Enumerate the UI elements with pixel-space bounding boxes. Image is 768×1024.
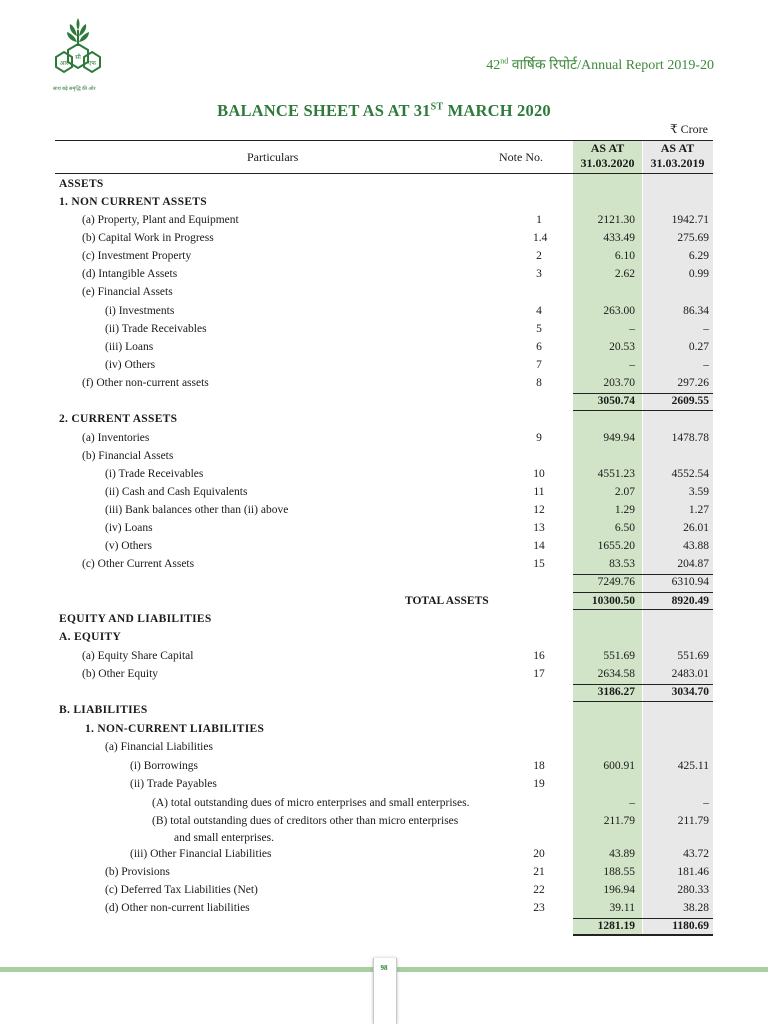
table-row: [55, 484, 713, 502]
table-row: [55, 739, 713, 757]
row-label: (i) Investments: [105, 305, 175, 317]
note-number: 15: [533, 558, 545, 570]
table-row: [55, 882, 713, 900]
rcf-logo: [52, 16, 104, 94]
row-label: A. EQUITY: [59, 631, 122, 643]
table-row: [55, 648, 713, 666]
table-row: [55, 611, 713, 629]
value-2019: 3034.70: [671, 686, 709, 698]
table-row: [55, 556, 713, 574]
note-number: 22: [533, 884, 545, 896]
value-2019: 26.01: [683, 522, 709, 534]
row-label: 1. NON CURRENT ASSETS: [59, 196, 207, 208]
row-label: (B) total outstanding dues of creditors other than micro enterprises: [152, 815, 459, 827]
particulars-header: Particulars: [247, 150, 299, 164]
currency-unit: ₹ Crore: [670, 122, 708, 136]
table-row: [55, 339, 713, 357]
logo-letter: एफ: [88, 60, 96, 67]
value-2020: –: [629, 797, 635, 809]
row-label: (ii) Trade Payables: [130, 778, 217, 790]
value-2020: 600.91: [603, 760, 635, 772]
table-row: [55, 266, 713, 284]
header-bottom-rule: [55, 173, 713, 174]
row-label: (c) Deferred Tax Liabilities (Net): [105, 884, 258, 896]
value-2019: 86.34: [683, 305, 709, 317]
value-2020: 2.62: [614, 268, 635, 280]
value-2020: 263.00: [603, 305, 635, 317]
value-2019: 297.26: [677, 377, 709, 389]
note-number: 21: [533, 866, 545, 878]
table-row: [55, 448, 713, 466]
value-2019: –: [703, 323, 709, 335]
page-title: BALANCE SHEET AS AT 31ST MARCH 2020: [217, 101, 551, 120]
note-number: 5: [536, 323, 542, 335]
table-row: [55, 574, 713, 592]
subtotal-rule: [573, 934, 713, 936]
value-2020: 1.29: [614, 504, 635, 516]
value-2019: 1180.69: [672, 920, 709, 932]
table-row: [55, 900, 713, 918]
value-2020: 2634.58: [597, 668, 635, 680]
value-2019: 3.59: [688, 486, 709, 498]
table-row: [55, 375, 713, 393]
note-number: 20: [533, 848, 545, 860]
value-2020: 433.49: [603, 232, 635, 244]
value-2019: 2609.55: [671, 395, 709, 407]
note-number: 2: [536, 250, 542, 262]
row-label: (a) Equity Share Capital: [82, 650, 194, 662]
logo-tagline: साथ बढ़े समृद्धि की ओर: [53, 87, 96, 92]
table-row: [55, 795, 713, 813]
row-label: (b) Capital Work in Progress: [82, 232, 214, 244]
row-label: (d) Other non-current liabilities: [105, 902, 250, 914]
value-2020: 3186.27: [597, 686, 635, 698]
table-row: [55, 520, 713, 538]
value-2020: 1281.19: [597, 920, 635, 932]
value-2020: 188.55: [603, 866, 635, 878]
note-number: 7: [536, 359, 542, 371]
value-2019: 1942.71: [671, 214, 709, 226]
value-2019: 551.69: [677, 650, 709, 662]
report-number-suffix: nd: [500, 56, 509, 66]
value-2019: 6310.94: [671, 576, 709, 588]
col-2019-header: AS AT 31.03.2019: [650, 141, 705, 170]
value-2020: 949.94: [603, 432, 635, 444]
row-label: (iv) Loans: [105, 522, 153, 534]
value-2019: 204.87: [677, 558, 709, 570]
note-number: 8: [536, 377, 542, 389]
table-row: [55, 684, 713, 702]
table-row: [55, 303, 713, 321]
report-number: 42: [486, 58, 501, 73]
table-row: [55, 502, 713, 520]
value-2020: 6.50: [614, 522, 635, 534]
value-2020: –: [629, 359, 635, 371]
table-row: [55, 758, 713, 776]
table-row: [55, 393, 713, 411]
value-2020: 196.94: [603, 884, 635, 896]
value-2020: 1655.20: [597, 540, 635, 552]
value-2019: 43.72: [683, 848, 709, 860]
table-row: [55, 411, 713, 429]
row-label: (a) Financial Liabilities: [105, 741, 213, 753]
value-2019: 280.33: [677, 884, 709, 896]
value-2019: 38.28: [683, 902, 709, 914]
note-number: 3: [536, 268, 542, 280]
logo-letter: आर: [59, 60, 69, 67]
row-label: (i) Borrowings: [130, 760, 199, 772]
row-label: (i) Trade Receivables: [105, 468, 204, 480]
value-2019: 1478.78: [671, 432, 709, 444]
table-row: [55, 430, 713, 448]
value-2019: 8920.49: [671, 595, 709, 607]
value-2019: –: [703, 359, 709, 371]
row-label: (iii) Loans: [105, 341, 154, 353]
value-2020: 6.10: [614, 250, 635, 262]
subtotal-rule: [573, 918, 713, 919]
row-label: 1. NON-CURRENT LIABILITIES: [85, 723, 265, 735]
row-label: B. LIABILITIES: [59, 704, 148, 716]
page-number: 98: [380, 964, 388, 972]
value-2019: 6.29: [688, 250, 709, 262]
table-row: [55, 357, 713, 375]
row-label: (b) Provisions: [105, 866, 170, 878]
row-label: (ii) Trade Receivables: [105, 323, 207, 335]
note-number: 11: [533, 486, 545, 498]
value-2020: 203.70: [603, 377, 635, 389]
row-label: EQUITY AND LIABILITIES: [59, 613, 212, 625]
subtotal-rule: [573, 684, 713, 685]
row-label: (b) Financial Assets: [82, 450, 174, 462]
row-label: (a) Property, Plant and Equipment: [82, 214, 239, 226]
value-2020: 39.11: [609, 902, 635, 914]
row-label: (a) Inventories: [82, 432, 150, 444]
value-2019: 4552.54: [671, 468, 709, 480]
row-label: TOTAL ASSETS: [405, 595, 489, 607]
note-number: 1.4: [533, 232, 548, 244]
table-row: [55, 629, 713, 647]
table-row: [55, 466, 713, 484]
note-number: 16: [533, 650, 545, 662]
row-label: (A) total outstanding dues of micro enterprises and small enterprises.: [152, 797, 470, 809]
note-number: 23: [533, 902, 545, 914]
value-2019: 2483.01: [671, 668, 709, 680]
value-2020: –: [629, 323, 635, 335]
row-label: (iii) Other Financial Liabilities: [130, 848, 272, 860]
value-2019: –: [703, 797, 709, 809]
value-2019: 43.88: [683, 540, 709, 552]
row-label: (c) Investment Property: [82, 250, 192, 262]
table-row: [55, 666, 713, 684]
value-2020: 20.53: [609, 341, 635, 353]
value-2020: 43.89: [609, 848, 635, 860]
logo-letter: सी: [75, 54, 81, 61]
subtotal-rule: [573, 592, 713, 593]
subtotal-rule: [573, 410, 713, 411]
value-2019: 275.69: [677, 232, 709, 244]
note-number: 1: [536, 214, 542, 226]
table-row: [55, 721, 713, 739]
row-label: (ii) Cash and Cash Equivalents: [105, 486, 248, 498]
row-label: 2. CURRENT ASSETS: [59, 413, 178, 425]
report-label: वार्षिक रिपोर्ट/Annual Report 2019-20: [508, 58, 714, 73]
value-2019: 181.46: [677, 866, 709, 878]
subtotal-rule: [573, 393, 713, 394]
value-2020: 10300.50: [591, 595, 635, 607]
subtotal-rule: [573, 609, 713, 610]
table-row: [55, 321, 713, 339]
col-2020-header: AS AT 31.03.2020: [580, 141, 635, 170]
row-label: (f) Other non-current assets: [82, 377, 209, 389]
table-row: [55, 846, 713, 864]
note-number: 10: [533, 468, 545, 480]
row-label: (iv) Others: [105, 359, 156, 371]
note-number: 17: [533, 668, 545, 680]
value-2019: 425.11: [677, 760, 709, 772]
value-2020: 551.69: [603, 650, 635, 662]
row-label: and small enterprises.: [174, 832, 274, 844]
table-row: [55, 813, 713, 831]
row-label: (d) Intangible Assets: [82, 268, 178, 280]
value-2020: 83.53: [609, 558, 635, 570]
value-2019: 0.99: [688, 268, 709, 280]
value-2020: 7249.76: [597, 576, 635, 588]
note-number: 13: [533, 522, 545, 534]
value-2019: 1.27: [688, 504, 709, 516]
table-row: [55, 248, 713, 266]
value-2019: 211.79: [677, 815, 709, 827]
note-header: Note No.: [499, 150, 543, 164]
note-number: 12: [533, 504, 545, 516]
table-row: [55, 776, 713, 794]
note-number: 18: [533, 760, 545, 772]
value-2020: 2.07: [614, 486, 635, 498]
table-row: [55, 864, 713, 882]
value-2020: 3050.74: [597, 395, 635, 407]
table-row: [55, 176, 713, 194]
note-number: 9: [536, 432, 542, 444]
row-label: (v) Others: [105, 540, 152, 552]
value-2020: 2121.30: [597, 214, 635, 226]
note-number: 19: [533, 778, 545, 790]
row-label: (c) Other Current Assets: [82, 558, 195, 570]
table-row: [55, 284, 713, 302]
value-2019: 0.27: [688, 341, 709, 353]
row-label: ASSETS: [59, 178, 104, 190]
note-number: 4: [536, 305, 542, 317]
table-row: [55, 230, 713, 248]
value-2020: 4551.23: [597, 468, 635, 480]
table-row: [55, 702, 713, 720]
row-label: (b) Other Equity: [82, 668, 159, 680]
value-2020: 211.79: [603, 815, 635, 827]
subtotal-rule: [573, 574, 713, 575]
table-row: [55, 194, 713, 212]
table-row: [55, 538, 713, 556]
table-row: [55, 212, 713, 230]
note-number: 14: [533, 540, 545, 552]
report-header: [486, 55, 714, 74]
row-label: (iii) Bank balances other than (ii) above: [105, 504, 289, 516]
row-label: (e) Financial Assets: [82, 286, 173, 298]
subtotal-rule: [573, 701, 713, 702]
note-number: 6: [536, 341, 542, 353]
